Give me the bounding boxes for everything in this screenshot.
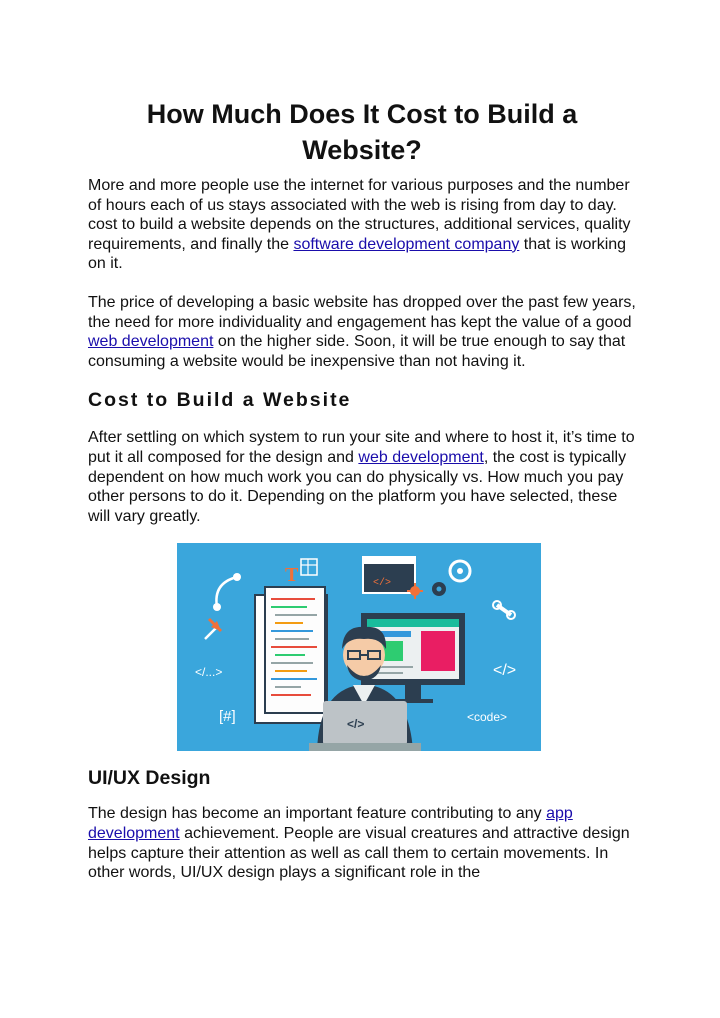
page-title: How Much Does It Cost to Build a Website? (146, 99, 578, 165)
price-text-1: The price of developing a basic website has dropped over the past few years, the need for more individuality and engagement has kept the value of a good (88, 293, 636, 331)
intro-text-1: More and more people use the internet for various purposes and the number of hours each of us stays associated with the web is rising from day to day. cost to build a website depends on the structures, additional services, quality requirements, and finally the (88, 177, 631, 253)
intro-paragraph (88, 176, 636, 274)
web-development-link[interactable]: web development (88, 333, 214, 351)
code-tag-right: </> (493, 662, 517, 680)
intro-text-2: that is working on it. (88, 235, 627, 273)
browser-window-icon (363, 557, 415, 593)
browser-code-tag: </> (373, 578, 392, 590)
code-document (265, 587, 325, 713)
software-development-company-link[interactable]: software development company (293, 235, 520, 253)
cost-text-2: , the cost is typically dependent on how much work you can do physically vs. How much you pay other persons to do it. Depending on the platform you have selected, these will vary greatly. (88, 448, 627, 525)
web-development-link-2[interactable]: web development (358, 448, 484, 466)
code-tag-left: </...> (195, 665, 223, 680)
cost-paragraph (88, 428, 636, 526)
text-tool-icon: T (285, 564, 299, 587)
section-heading-uiux: UI/UX Design (88, 767, 211, 790)
hash-tag: [#] (219, 708, 236, 726)
code-label: <code> (467, 710, 508, 725)
cost-text-1: After settling on which system to run your site and where to host it, it’s time to put it all composed for the design and (88, 429, 635, 466)
uiux-text-1: The design has become an important feature contributing to any (88, 805, 547, 823)
section-heading-cost: Cost to Build a Website (88, 389, 352, 412)
laptop-code-tag: </> (347, 717, 365, 732)
price-text-2: on the higher side. Soon, it will be true enough to say that consuming a website would be inexpensive than not having it. (88, 333, 626, 370)
uiux-paragraph (88, 804, 636, 882)
price-paragraph (88, 293, 636, 371)
app-development-link[interactable]: app development (88, 805, 573, 842)
laptop (309, 701, 421, 751)
document-page (88, 96, 636, 883)
web-development-illustration (177, 543, 541, 751)
uiux-text-2: achievement. People are visual creatures and attractive design helps capture their attention as well as call them to certain movements. In other words, UI/UX design plays a significant role in the (88, 824, 630, 882)
